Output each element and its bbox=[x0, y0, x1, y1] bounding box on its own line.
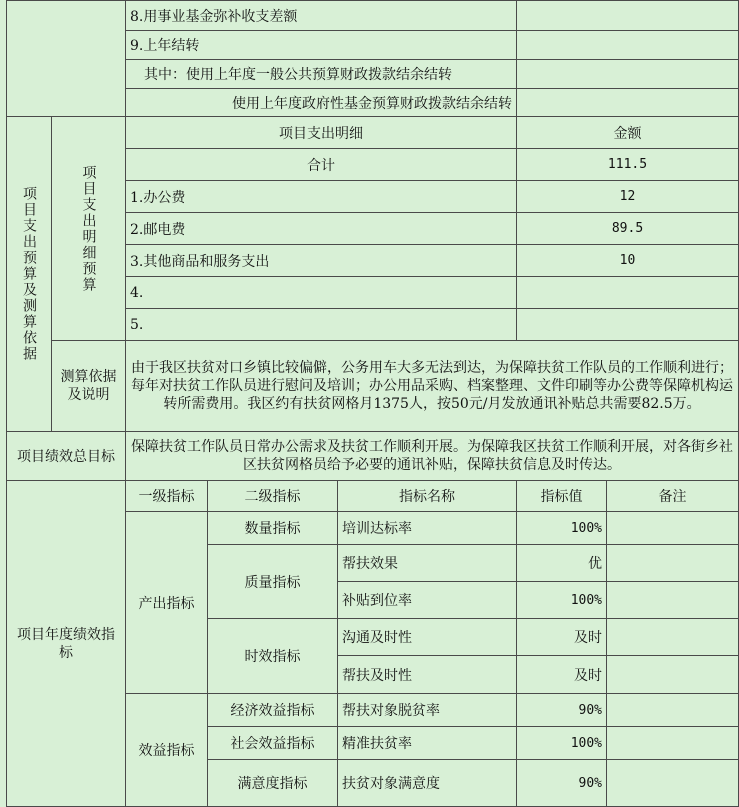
item-3-label: 3.其他商品和服务支出 bbox=[125, 244, 517, 277]
row-9a-label: 其中：使用上年度一般公共预算财政拨款结余结转 bbox=[125, 59, 517, 89]
indicator-value-3: 100% bbox=[516, 581, 607, 619]
row-9-label: 9.上年结转 bbox=[125, 30, 517, 60]
indicator-note-2 bbox=[606, 544, 739, 582]
overall-goal-label: 项目绩效总目标 bbox=[6, 431, 126, 481]
header-expense-detail: 项目支出明细 bbox=[125, 116, 517, 149]
level2-quality: 质量指标 bbox=[207, 544, 338, 619]
annual-indicators-label: 项目年度绩效指标 bbox=[6, 480, 126, 807]
indicator-note-6 bbox=[606, 693, 739, 727]
row-8-label: 8.用事业基金弥补收支差额 bbox=[125, 0, 517, 31]
indicator-value-8: 90% bbox=[516, 759, 607, 807]
indicator-value-4: 及时 bbox=[516, 618, 607, 656]
item-1-label: 1.办公费 bbox=[125, 180, 517, 213]
indicator-name-4: 沟通及时性 bbox=[337, 618, 517, 656]
header-name: 指标名称 bbox=[337, 480, 517, 512]
indicator-value-5: 及时 bbox=[516, 655, 607, 694]
indicator-name-8: 扶贫对象满意度 bbox=[337, 759, 517, 807]
level2-social: 社会效益指标 bbox=[207, 726, 338, 760]
level1-output: 产出指标 bbox=[125, 511, 208, 694]
header-amount: 金额 bbox=[516, 116, 739, 149]
calc-basis-label: 测算依据及说明 bbox=[51, 340, 126, 432]
indicator-note-4 bbox=[606, 618, 739, 656]
indicator-note-1 bbox=[606, 511, 739, 545]
indicator-value-1: 100% bbox=[516, 511, 607, 545]
indicator-value-6: 90% bbox=[516, 693, 607, 727]
row-9a-value bbox=[516, 59, 739, 89]
indicator-note-5 bbox=[606, 655, 739, 694]
row-9b-label: 使用上年度政府性基金预算财政拨款结余结转 bbox=[125, 88, 517, 117]
indicator-name-2: 帮扶效果 bbox=[337, 544, 517, 582]
indicator-name-3: 补贴到位率 bbox=[337, 581, 517, 619]
section-label-budget-basis: 项目支出预算及测算依据 bbox=[6, 116, 52, 432]
indicator-value-2: 优 bbox=[516, 544, 607, 582]
item-1-amount: 12 bbox=[516, 180, 739, 213]
indicator-value-7: 100% bbox=[516, 726, 607, 760]
item-4-amount bbox=[516, 276, 739, 309]
header-level2: 二级指标 bbox=[207, 480, 338, 512]
level2-timeliness: 时效指标 bbox=[207, 618, 338, 694]
level2-quantity: 数量指标 bbox=[207, 511, 338, 545]
item-2-amount: 89.5 bbox=[516, 212, 739, 245]
header-level1: 一级指标 bbox=[125, 480, 208, 512]
indicator-name-6: 帮扶对象脱贫率 bbox=[337, 693, 517, 727]
row-9-value bbox=[516, 30, 739, 60]
item-2-label: 2.邮电费 bbox=[125, 212, 517, 245]
header-value: 指标值 bbox=[516, 480, 607, 512]
indicator-note-3 bbox=[606, 581, 739, 619]
sub-label-detail-budget: 项目支出明细预算 bbox=[51, 116, 126, 341]
indicator-name-7: 精准扶贫率 bbox=[337, 726, 517, 760]
level1-benefit: 效益指标 bbox=[125, 693, 208, 807]
total-amount: 111.5 bbox=[516, 148, 739, 181]
indicator-name-1: 培训达标率 bbox=[337, 511, 517, 545]
row-9b-value bbox=[516, 88, 739, 117]
item-5-amount bbox=[516, 308, 739, 341]
indicator-note-8 bbox=[606, 759, 739, 807]
indicator-name-5: 帮扶及时性 bbox=[337, 655, 517, 694]
overall-goal-text: 保障扶贫工作队员日常办公需求及扶贫工作顺利开展。为保障我区扶贫工作顺利开展，对各街乡社区扶贫网格员给予必要的通讯补贴，保障扶贫信息及时传达。 bbox=[125, 431, 739, 481]
top-left-blank bbox=[6, 0, 126, 117]
item-5-label: 5. bbox=[125, 308, 517, 341]
item-3-amount: 10 bbox=[516, 244, 739, 277]
level2-satisfaction: 满意度指标 bbox=[207, 759, 338, 807]
row-8-value bbox=[516, 0, 739, 31]
item-4-label: 4. bbox=[125, 276, 517, 309]
level2-economic: 经济效益指标 bbox=[207, 693, 338, 727]
calc-basis-text: 由于我区扶贫对口乡镇比较偏僻，公务用车大多无法到达，为保障扶贫工作队员的工作顺利进行；每年对扶贫工作队员进行慰问及培训；办公用品采购、档案整理、文件印刷等办公费等保障机构运转所需费用。我区约有扶贫网格月1375人，按50元/月发放通讯补贴总共需要82.5万。 bbox=[125, 340, 739, 432]
total-label: 合计 bbox=[125, 148, 517, 181]
header-note: 备注 bbox=[606, 480, 739, 512]
indicator-note-7 bbox=[606, 726, 739, 760]
